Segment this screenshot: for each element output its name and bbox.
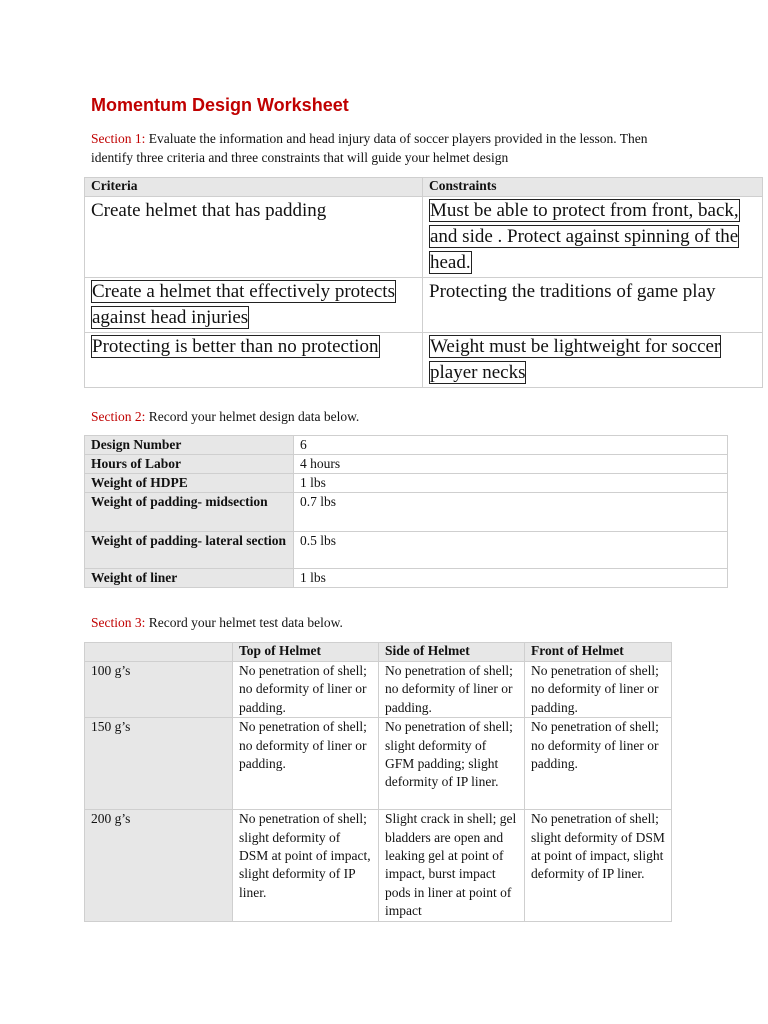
criteria-cell: Create a helmet that effectively protects against head injuries — [92, 281, 395, 328]
table-row — [85, 455, 728, 474]
section2-intro — [91, 407, 359, 426]
force-label: 200 g’s — [85, 810, 233, 921]
result-cell: No penetration of shell; slight deformity of DSM at point of impact, slight deformity of IP liner. — [525, 810, 672, 921]
criteria-cell: Protecting is better than no protection — [92, 336, 379, 357]
row-value: 1 lbs — [294, 569, 728, 588]
table-row — [85, 718, 672, 810]
constraints-header: Constraints — [423, 178, 763, 197]
row-value: 6 — [294, 436, 728, 455]
table-row — [85, 436, 728, 455]
criteria-header: Criteria — [85, 178, 423, 197]
force-label: 150 g’s — [85, 718, 233, 810]
section3-text: Record your helmet test data below. — [148, 615, 343, 630]
criteria-constraints-table — [84, 177, 763, 388]
result-cell: No penetration of shell; no deformity of liner or padding. — [525, 718, 672, 810]
result-cell: No penetration of shell; no deformity of liner or padding. — [525, 662, 672, 718]
table-row — [85, 810, 672, 921]
result-cell: No penetration of shell; slight deformity of GFM padding; slight deformity of IP liner. — [379, 718, 525, 810]
row-value: 0.7 lbs — [294, 493, 728, 532]
result-cell: No penetration of shell; no deformity of liner or padding. — [233, 662, 379, 718]
table-row — [85, 197, 763, 278]
row-value: 0.5 lbs — [294, 532, 728, 569]
section3-intro — [91, 613, 343, 632]
result-cell: No penetration of shell; slight deformity of DSM at point of impact, slight deformity of IP liner. — [233, 810, 379, 921]
constraint-cell: Must be able to protect from front, back, and side . Protect against spinning of the head. — [430, 200, 739, 273]
row-value: 4 hours — [294, 455, 728, 474]
front-header: Front of Helmet — [525, 643, 672, 662]
table-row — [85, 662, 672, 718]
table-row — [85, 333, 763, 388]
table-row — [85, 532, 728, 569]
row-label: Weight of HDPE — [85, 474, 294, 493]
section2-text: Record your helmet design data below. — [148, 409, 360, 424]
section3-label: Section 3: — [91, 615, 146, 630]
row-label: Weight of padding- midsection — [85, 493, 294, 532]
row-label: Hours of Labor — [85, 455, 294, 474]
result-cell: No penetration of shell; no deformity of liner or padding. — [379, 662, 525, 718]
test-data-table — [84, 642, 672, 922]
table-row — [85, 278, 763, 333]
result-cell: Slight crack in shell; gel bladders are open and leaking gel at point of impact, burst impact pods in liner at point of impact — [379, 810, 525, 921]
row-label: Weight of padding- lateral section — [85, 532, 294, 569]
table-row — [85, 569, 728, 588]
section2-label: Section 2: — [91, 409, 146, 424]
table-row — [85, 493, 728, 532]
constraint-cell: Weight must be lightweight for soccer player necks — [430, 336, 721, 383]
section1-label: Section 1: — [91, 131, 146, 146]
result-cell: No penetration of shell; no deformity of liner or padding. — [233, 718, 379, 810]
row-label: Weight of liner — [85, 569, 294, 588]
side-header: Side of Helmet — [379, 643, 525, 662]
table-row — [85, 474, 728, 493]
section1-text: Evaluate the information and head injury data of soccer players provided in the lesson. Then identify three criteria and three constraints that will guide your helmet design — [91, 131, 648, 165]
row-value: 1 lbs — [294, 474, 728, 493]
constraint-cell: Protecting the traditions of game play — [429, 281, 716, 302]
design-data-table — [84, 435, 728, 588]
criteria-cell: Create helmet that has padding — [91, 200, 327, 221]
force-label: 100 g’s — [85, 662, 233, 718]
row-label: Design Number — [85, 436, 294, 455]
section1-intro — [91, 129, 671, 167]
top-header: Top of Helmet — [233, 643, 379, 662]
corner-header — [85, 643, 233, 662]
page-title: Momentum Design Worksheet — [91, 95, 349, 115]
